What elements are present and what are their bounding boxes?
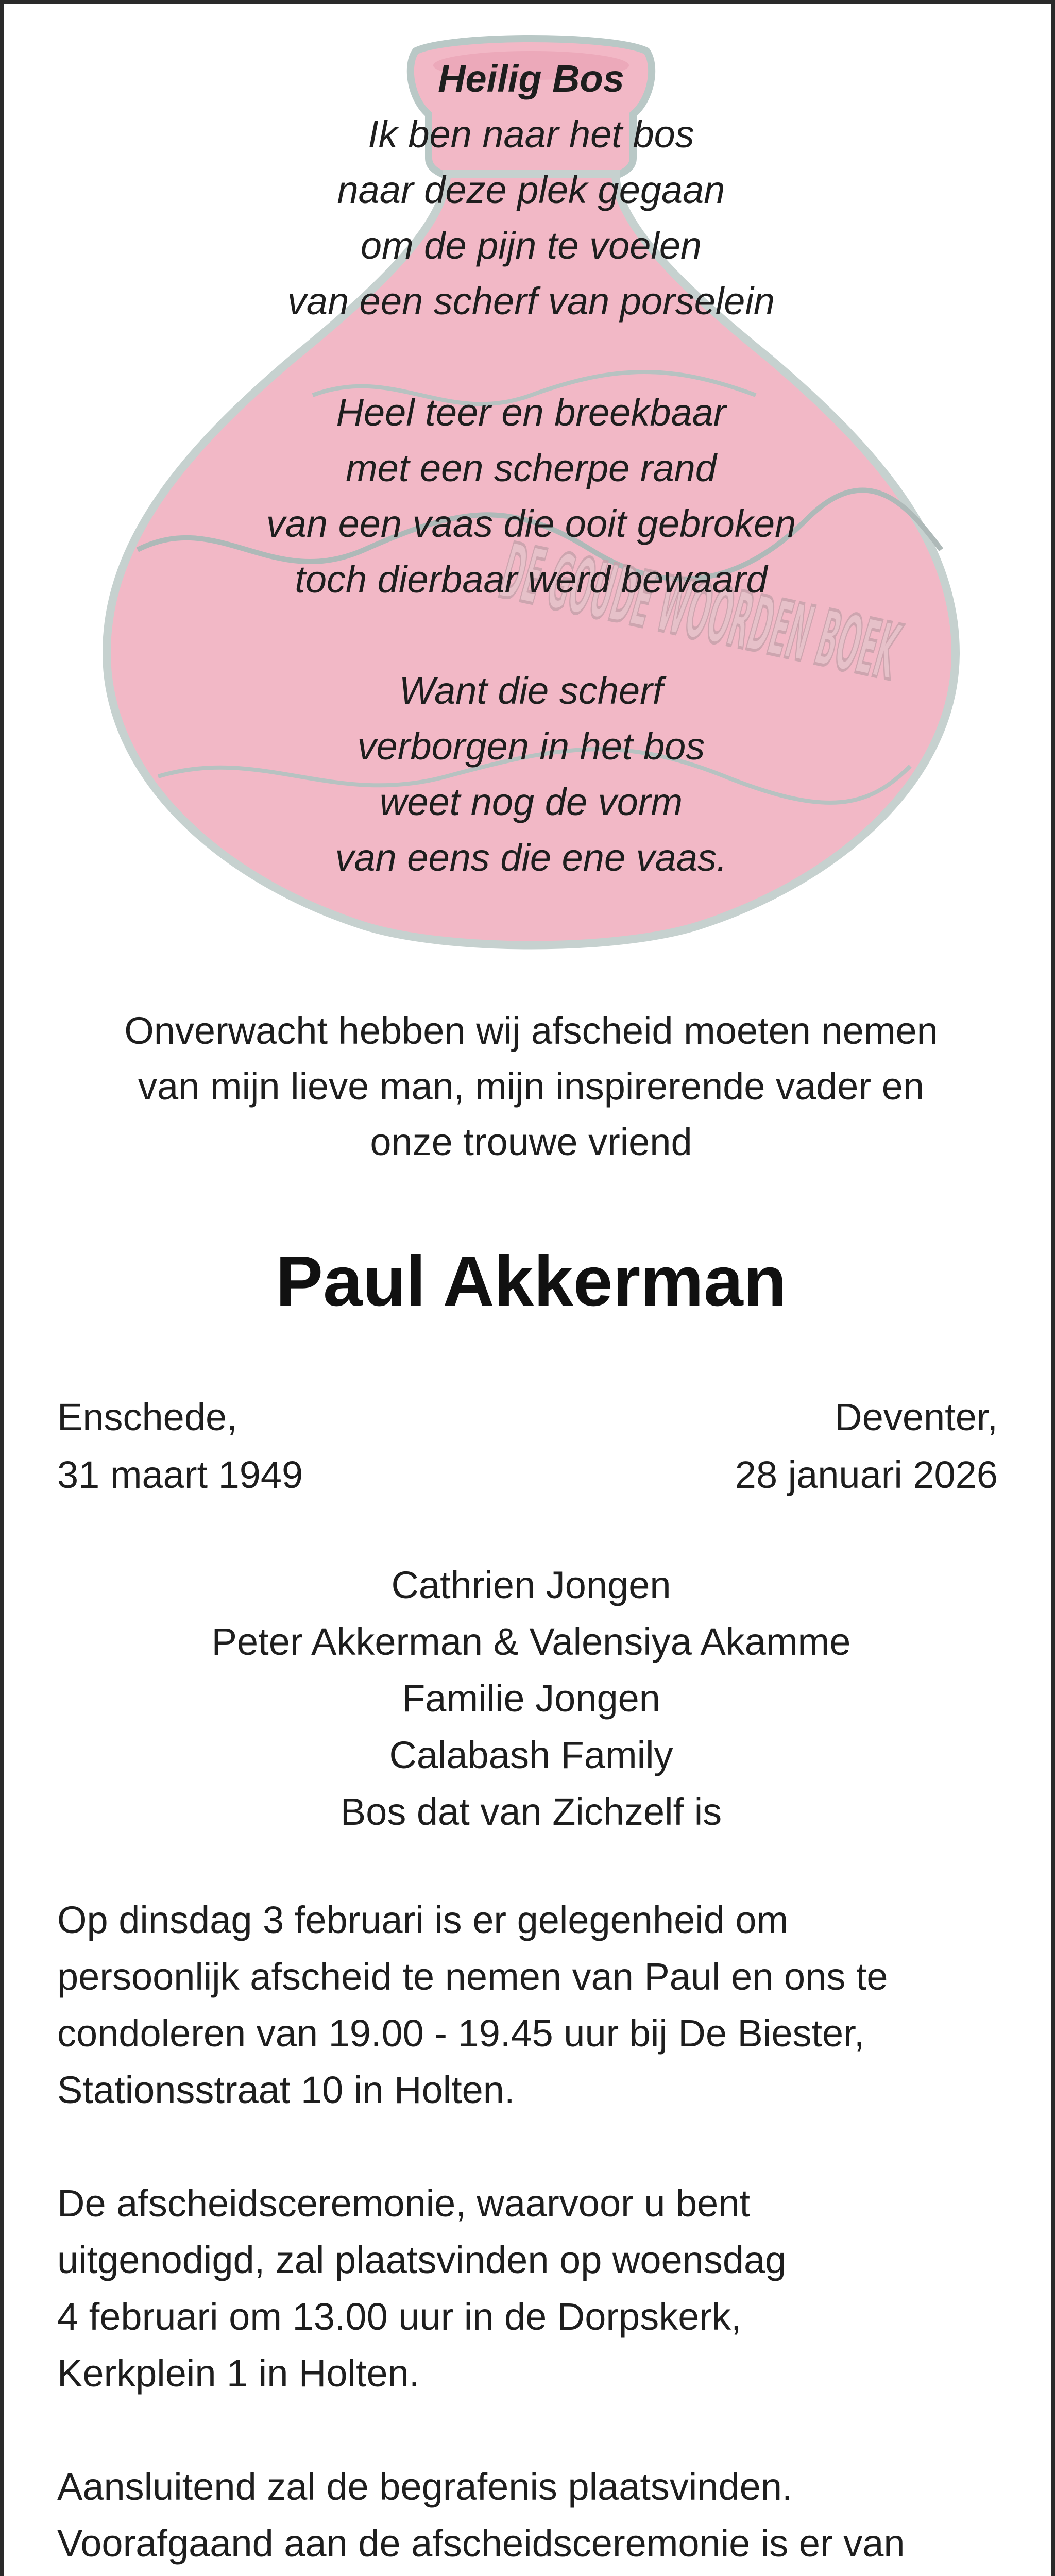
birth-date: 31 maart 1949 [57, 1453, 303, 1496]
death-info [735, 1388, 998, 1504]
poem-line: van eens die ene vaas. [335, 836, 727, 879]
poem-line: van een vaas die ooit gebroken [266, 502, 796, 545]
family-member: Bos dat van Zichzelf is [340, 1790, 722, 1833]
poem-line: toch dierbaar werd bewaard [295, 558, 768, 601]
birth-info [57, 1388, 303, 1504]
text-line: Kerkplein 1 in Holten. [57, 2352, 420, 2395]
text-line: Voorafgaand aan de afscheidsceremonie is er van [57, 2522, 905, 2565]
deceased-name: Paul Akkerman [275, 1242, 787, 1321]
family-list [4, 1557, 1055, 1840]
text-line: condoleren van 19.00 - 19.45 uur bij De Biester, [57, 2012, 865, 2055]
intro-line: van mijn lieve man, mijn inspirerende vader en [138, 1065, 924, 1108]
family-member: Cathrien Jongen [391, 1564, 671, 1606]
poem-line: Heel teer en breekbaar [336, 391, 726, 434]
poem-stanza-break [4, 329, 1055, 385]
death-date: 28 januari 2026 [735, 1453, 998, 1496]
poem-line: Ik ben naar het bos [368, 113, 694, 156]
intro-line: onze trouwe vriend [370, 1121, 692, 1163]
poem-line: Want die scherf [399, 669, 663, 712]
text-line: Stationsstraat 10 in Holten. [57, 2069, 515, 2111]
text-line: persoonlijk afscheid te nemen van Paul en ons te [57, 1955, 888, 1998]
arrangements-text [57, 1892, 1015, 2576]
family-member: Calabash Family [389, 1734, 673, 1776]
text-line [57, 2572, 1015, 2576]
intro-text [55, 1003, 1007, 1170]
text-line: 4 februari om 13.00 uur in de Dorpskerk, [57, 2295, 742, 2338]
poem-line: weet nog de vorm [379, 781, 683, 823]
text-line: De afscheidsceremonie, waarvoor u bent [57, 2182, 751, 2225]
family-member: Peter Akkerman & Valensiya Akamme [211, 1620, 851, 1663]
family-member: Familie Jongen [402, 1677, 660, 1720]
birth-place: Enschede, [57, 1396, 237, 1438]
paragraph-condolence-evening [57, 1892, 1015, 2119]
poem [4, 51, 1055, 886]
poem-title: Heilig Bos [438, 57, 624, 100]
intro-line: Onverwacht hebben wij afscheid moeten nemen [124, 1009, 938, 1052]
death-place: Deventer, [835, 1396, 998, 1438]
poem-line: van een scherf van porselein [287, 280, 775, 323]
text-line: Op dinsdag 3 februari is er gelegenheid om [57, 1899, 789, 1941]
poem-line: naar deze plek gegaan [337, 168, 725, 211]
paragraph-ceremony [57, 2175, 1015, 2402]
paragraph-burial [57, 2459, 1015, 2576]
poem-line: om de pijn te voelen [360, 224, 702, 267]
text-line: uitgenodigd, zal plaatsvinden op woensdag [57, 2239, 787, 2281]
poem-line: verborgen in het bos [357, 725, 705, 768]
poem-line: met een scherpe rand [346, 447, 717, 489]
text-line: Aansluitend zal de begrafenis plaatsvinden. [57, 2465, 793, 2508]
poem-stanza-break [4, 607, 1055, 663]
